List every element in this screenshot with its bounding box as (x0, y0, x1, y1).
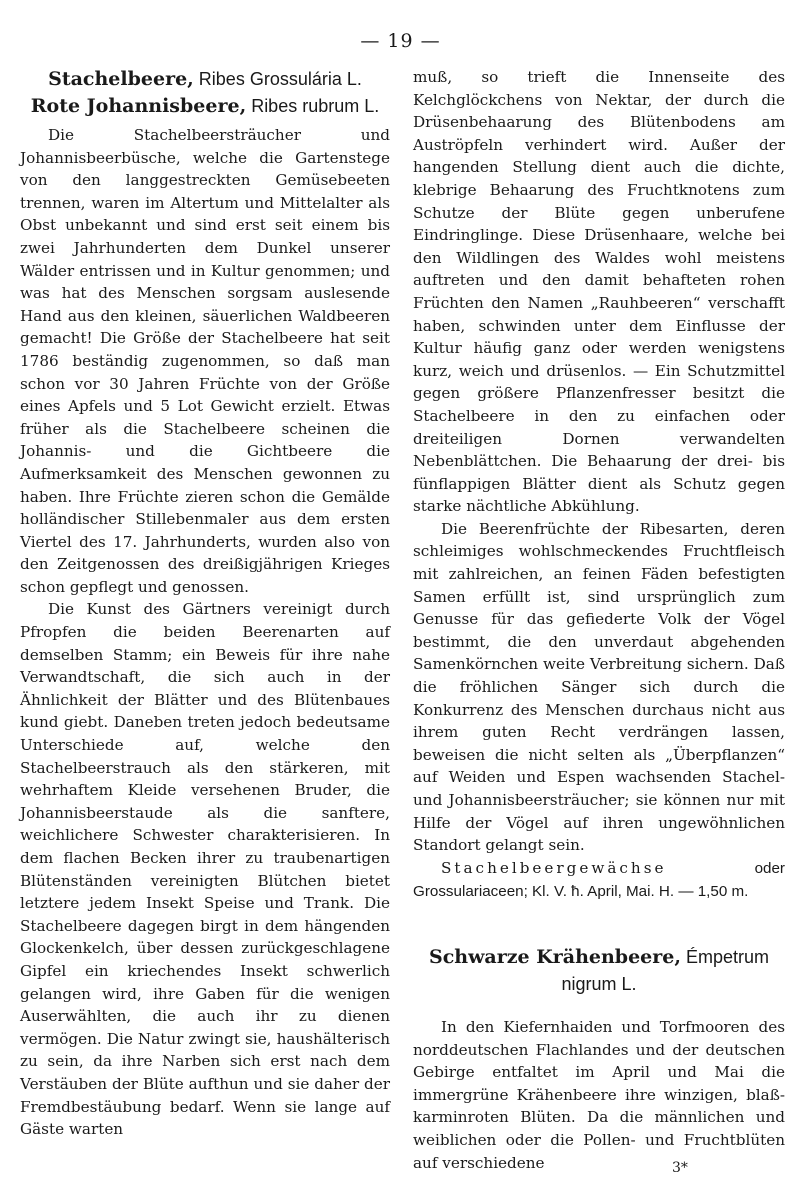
right-column (413, 66, 785, 1174)
page-number: — 19 — (360, 30, 441, 52)
signature-mark: 3* (672, 1160, 688, 1176)
left-column (20, 66, 390, 1141)
family-line (413, 857, 785, 904)
heading-stachelbeere-title: Stachelbeere, (48, 68, 194, 90)
paragraph: muß, so trieft die Innenseite des Kelchglöckchens von Nektar, der durch die Drüsenbehaarung des Blütenbodens am Auströpfeln verhindert wird. Außer der hangenden Stellung dient auch die dichte, klebrige Behaarung des Fruchtknotens zum Schutze der Blüte gegen unberufene Eindringlinge. Diese Drüsenhaare, welche bei den Wildlingen des Waldes wohl meistens auftreten und den damit behafteten rohen Früchten den Namen „Rauhbeeren“ verschafft haben, schwinden unter dem Einflusse der Kultur häufig ganz oder werden wenigstens kurz, weich und drüsenlos. — Ein Schutzmittel gegen größere Pflanzenfresser besitzt die Stachelbeere in den zu einfachen oder dreiteiligen Dornen verwandelten Nebenblättchen. Die Behaarung der drei- bis fünflappigen Blätter dient als Schutz gegen starke nächtliche Abkühlung. (413, 68, 785, 516)
heading-stachelbeere (20, 66, 390, 120)
heading-kraehenbeere (413, 944, 785, 998)
heading-stachelbeere-latin: Ribes Grossulária L. (193, 69, 362, 89)
paragraph: Die Stachelbeersträucher und Johannisbeerbüsche, welche die Gartenstege von den langgestreckten Gemüsebeeten trennen, waren im Altertum und Mittelalter als Obst unbekannt und sind erst seit einem bis zwei Jahrhunderten dem Dunkel unserer Wälder entrissen und in Kultur genommen; und was hat des Menschen sorgsam auslesende Hand aus den kleinen, säuerlichen Waldbeeren gemacht! Die Größe der Stachelbeere hat seit 1786 beständig zugenommen, so daß man schon vor 30 Jahren Früchte von der Größe eines Apfels und 5 Lot Gewicht erzielt. Etwas früher als die Stachelbeere scheinen die Johannis- und die Gichtbeere die Aufmerksamkeit des Menschen gewonnen zu haben. Ihre Früchte zieren schon die Gemälde holländischer Stillebenmaler aus dem ersten Viertel des 17. Jahrhunderts, wurden also von den Zeitgenossen des dreißigjährigen Krieges schon gepflegt und genossen. (20, 126, 390, 596)
heading-kraehenbeere-latin: Émpetrum nigrum L. (561, 946, 770, 994)
paragraph: Die Kunst des Gärtners vereinigt durch Pfropfen die beiden Beerenarten auf demselben Stamm; ein Beweis für ihre nahe Verwandtschaft, die sich auch in der Ähnlichkeit der Blätter und des Blütenbaues kund giebt. Daneben treten jedoch bedeutsame Unterschiede auf, welche den Stachelbeerstrauch als den stärkeren, mit wehrhaftem Kleide versehenen Bruder, die Johannisbeerstaude als die sanftere, weichlichere Schwester charakterisieren. In dem flachen Becken ihrer zu traubenartigen Blütenständen vereinigten Blütchen bietet letztere jedem Insekt Speise und Trank. Die Stachelbeere dagegen birgt in dem hängenden Glockenkelch, über dessen zurückgeschlagene Gipfel ein kriechendes Insekt schwerlich gelangen wird, ihre Gaben für die wenigen Auserwählten, die auch ihr zu dienen vermögen. Die Natur zwingt sie, haushälterisch zu sein, da ihre Narben sich erst nach dem Verstäuben der Blüte aufthun und sie daher der Fremdbestäubung bedarf. Wenn sie lange auf Gäste warten (20, 600, 390, 1139)
family-details: oder Grossulariaceen; Kl. V. ħ. April, Mai. H. — 1,50 m. (413, 859, 785, 901)
paragraph: Die Beerenfrüchte der Ribesarten, deren schleimiges wohlschmeckendes Fruchtfleisch mit zahlreichen, an feinen Fäden befestigten Samen erfüllt ist, sind ursprünglich zum Genusse für das gefiederte Volk der Vögel bestimmt, die den unverdaut abgehenden Samenkörnchen weite Verbreitung sichern. Daß die fröhlichen Sänger sich durch die Konkurrenz des Menschen durchaus nicht aus ihrem guten Recht verdrängen lassen, beweisen die nicht selten als „Überpflanzen“ auf Weiden und Espen wachsenden Stachel- und Johannisbeersträucher; sie können nur mit Hilfe der Vögel auf ihren ungewöhnlichen Standort gelangt sein. (413, 519, 785, 855)
paragraph: In den Kiefernhaiden und Torfmooren des norddeutschen Flachlandes und der deutschen Gebirge entfaltet im April und Mai die immergrüne Krähenbeere ihre winzigen, blaß-karminroten Blüten. Da die männlichen und weiblichen oder die Pollen- und Fruchtblüten auf verschiedene (413, 1017, 785, 1172)
heading-johannisbeere-title: Rote Johannisbeere, (30, 95, 247, 117)
family-name: Stachelbeergewächse (441, 858, 667, 877)
heading-johannisbeere-latin: Ribes rubrum L. (246, 96, 380, 116)
heading-kraehenbeere-title: Schwarze Krähenbeere, (428, 945, 681, 968)
